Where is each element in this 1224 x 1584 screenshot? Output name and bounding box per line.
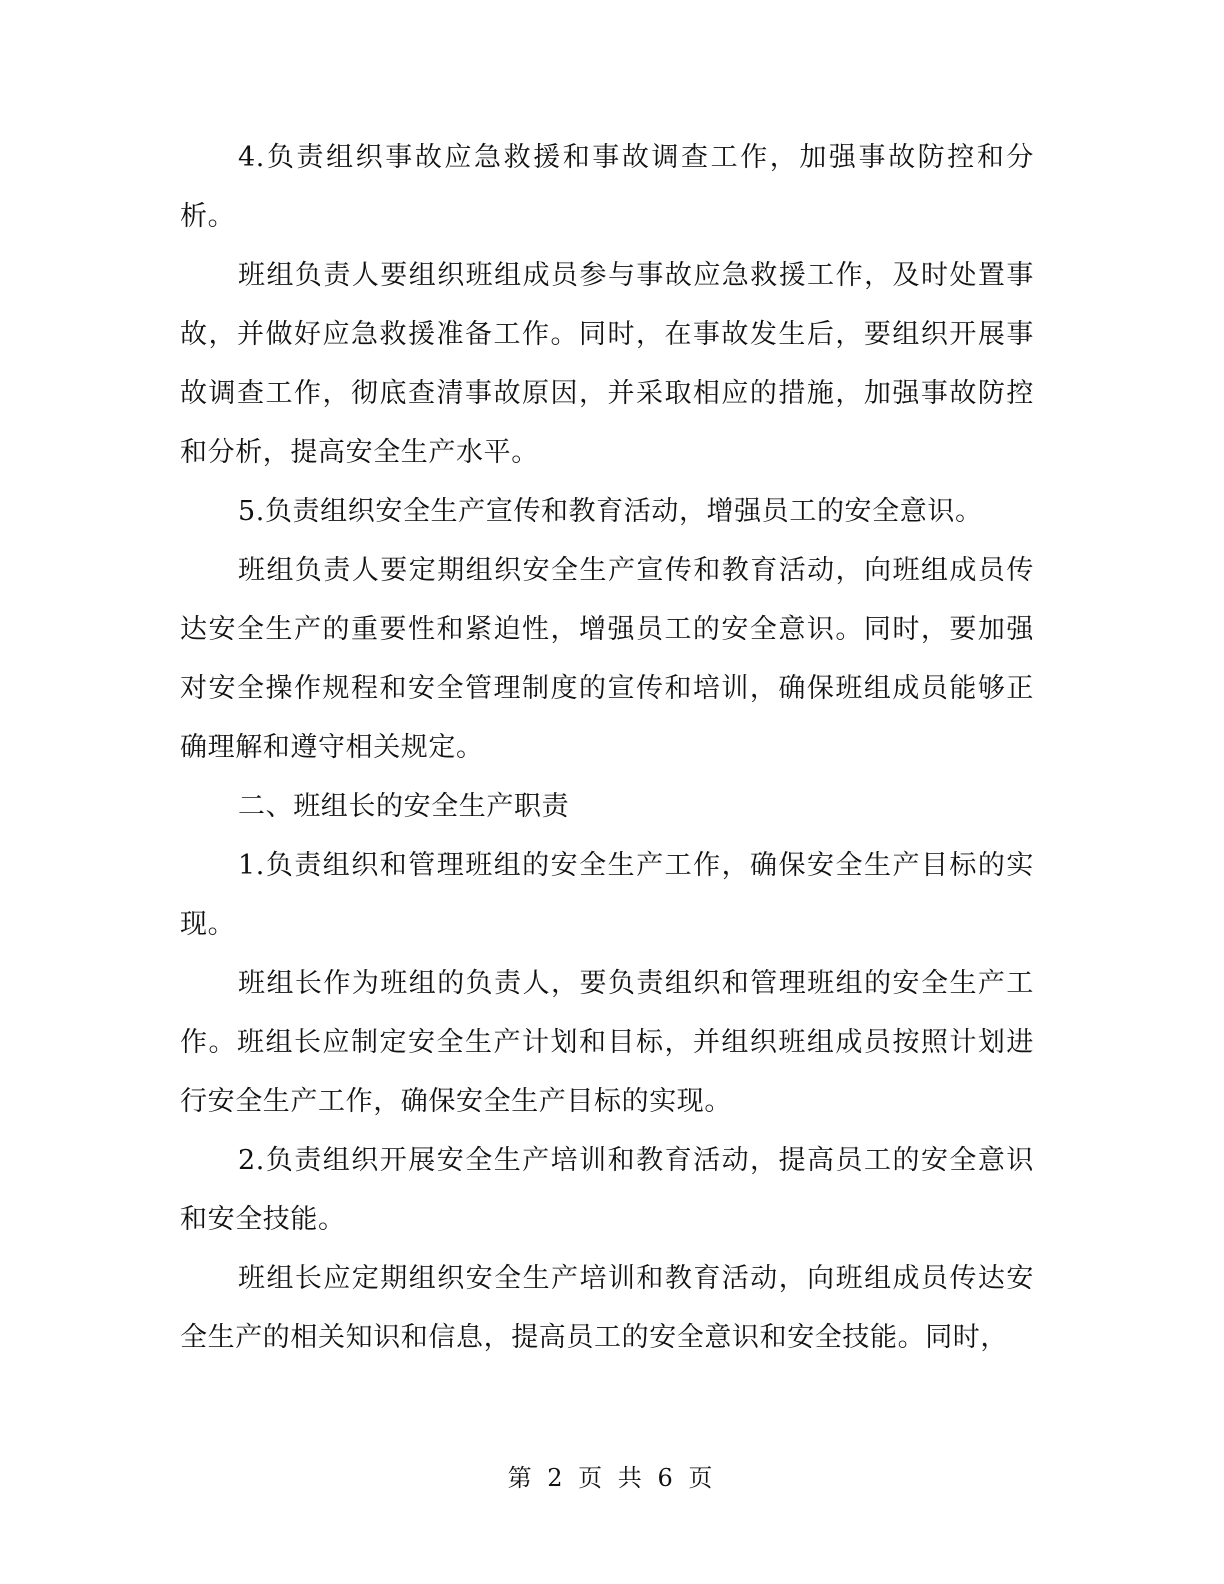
paragraph: 班组长应定期组织安全生产培训和教育活动，向班组成员传达安全生产的相关知识和信息，提高员工的安全意识和安全技能。同时， xyxy=(180,1263,1034,1353)
paragraph: 班组长作为班组的负责人，要负责组织和管理班组的安全生产工作。班组长应制定安全生产计划和目标，并组织班组成员按照计划进行安全生产工作，确保安全生产目标的实现。 xyxy=(180,968,1034,1117)
paragraph: 班组负责人要组织班组成员参与事故应急救援工作，及时处置事故，并做好应急救援准备工作。同时，在事故发生后，要组织开展事故调查工作，彻底查清事故原因，并采取相应的措施，加强事故防控和分析，提高安全生产水平。 xyxy=(180,260,1034,468)
paragraph: 班组负责人要定期组织安全生产宣传和教育活动，向班组成员传达安全生产的重要性和紧迫性，增强员工的安全意识。同时，要加强对安全操作规程和安全管理制度的宣传和培训，确保班组成员能够正确理解和遵守相关规定。 xyxy=(180,555,1034,763)
heading-item-5: 5.负责组织安全生产宣传和教育活动，增强员工的安全意识。 xyxy=(238,496,983,527)
page-number: 第 2 页 共 6 页 xyxy=(507,1464,717,1492)
heading-item-1: 1.负责组织和管理班组的安全生产工作，确保安全生产目标的实现。 xyxy=(180,850,1034,940)
heading-item-4: 4.负责组织事故应急救援和事故调查工作，加强事故防控和分析。 xyxy=(180,142,1034,232)
section-heading: 二、班组长的安全生产职责 xyxy=(238,791,570,822)
heading-item-2: 2.负责组织开展安全生产培训和教育活动，提高员工的安全意识和安全技能。 xyxy=(180,1145,1034,1235)
body-text xyxy=(180,128,1034,1367)
